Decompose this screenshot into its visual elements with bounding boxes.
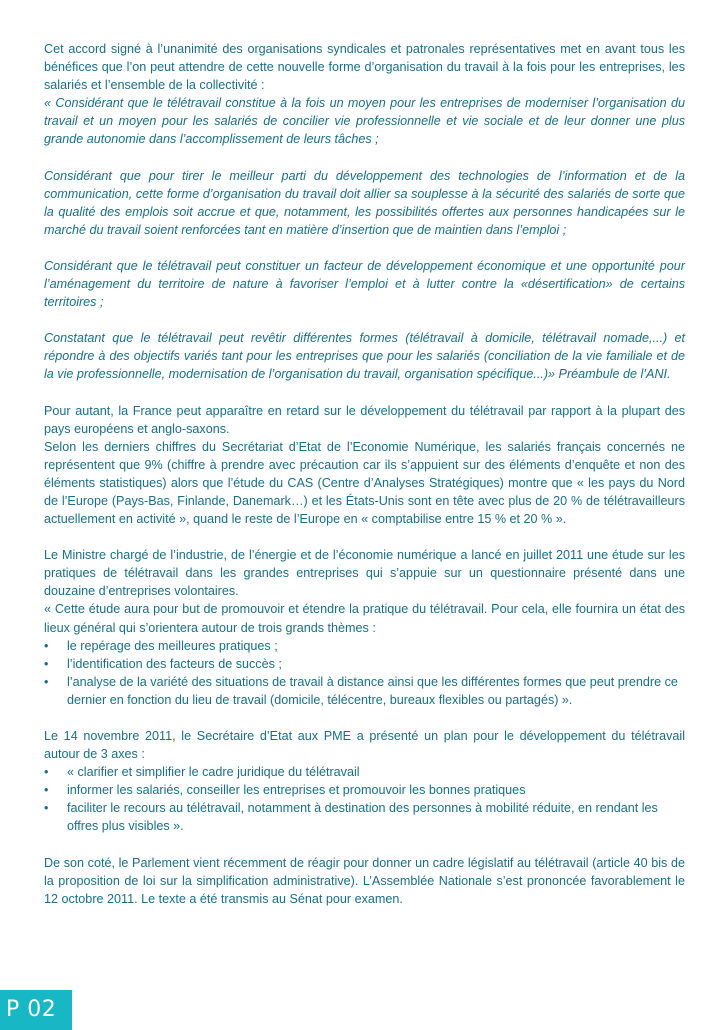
ministre-paragraph: Le Ministre chargé de l’industrie, de l’énergie et de l’économie numérique a lancé en juillet 2011 une étude sur les pratiques de télétravail dans les grandes entreprises qui s’appuie sur un questionnaire présenté dans une douzaine d’entreprises volontaires. <box>44 548 685 599</box>
bullet-icon: • <box>44 801 49 816</box>
list-item <box>44 673 685 709</box>
bullet-icon: • <box>44 783 49 798</box>
list-item-text: le repérage des meilleures pratiques ; <box>67 638 278 653</box>
pme-paragraph: Le 14 novembre 2011, le Secrétaire d’Etat aux PME a présenté un plan pour le développement du télétravail autour de 3 axes : <box>44 729 685 762</box>
list-item-text: l’analyse de la variété des situations de travail à distance ainsi que les différentes formes que peut prendre ce dernier en fonction du lieu de travail (domicile, télécentre, bureaux flexibles ou partagés) ». <box>67 674 678 707</box>
list-item-text: informer les salariés, conseiller les entreprises et promouvoir les bonnes pratiques <box>67 783 526 798</box>
retard-paragraph: Pour autant, la France peut apparaître en retard sur le développement du télétravail par rapport à la plupart des pays européens et anglo-saxons. <box>44 403 685 436</box>
spacer <box>44 384 685 402</box>
list-item-text: « clarifier et simplifier le cadre juridique du télétravail <box>67 765 360 780</box>
bullet-icon: • <box>44 765 49 780</box>
list-item-text: faciliter le recours au télétravail, notamment à destination des personnes à mobilité réduite, en rendant les offres plus visibles ». <box>67 801 658 834</box>
quote-paragraph-2 <box>44 167 685 239</box>
document-body <box>44 40 685 908</box>
bullet-icon: • <box>44 638 49 653</box>
axes-list <box>44 763 685 835</box>
spacer <box>44 709 685 727</box>
parlement-paragraph: De son coté, le Parlement vient récemment de réagir pour donner un cadre législatif au télétravail (article 40 bis de la proposition de loi sur la simplification administrative). L’Assemblée Nationale s’est prononcée favorablement le 12 octobre 2011. Le texte a été transmis au Sénat pour examen. <box>44 855 685 906</box>
spacer <box>44 311 685 329</box>
quote-paragraph-4 <box>44 329 685 383</box>
quote-text-2: Considérant que pour tirer le meilleur parti du développement des technologies de l’information et de la communication, cette forme d’organisation du travail doit allier sa souplesse à la sécurité des salariés de sorte que la qualité des emplois soit accrue et que, notamment, les possibilités offertes aux personnes handicapées sur le marché du travail soient renforcées tant en matière d’insertion que de maintien dans l’emploi ; <box>44 168 685 237</box>
themes-list <box>44 637 685 709</box>
page-number-tab: P 02 <box>0 990 72 1030</box>
list-item <box>44 637 685 655</box>
bullet-icon: • <box>44 656 49 671</box>
quote-text-3: Considérant que le télétravail peut constituer un facteur de développement économique et une opportunité pour l’aménagement du territoire de nature à favoriser l’emploi et à lutter contre la «désertification» de certains territoires ; <box>44 258 685 310</box>
quote-text-4: Constatant que le télétravail peut revêtir différentes formes (télétravail à domicile, télétravail nomade,...) et répondre à des objectifs variés tant pour les entreprises que pour les salariés (conciliation de la vie familiale et de la vie professionnelle, modernisation de l’organisation du travail, organisation spécifique...)» Préambule de l’ANI. <box>44 331 685 382</box>
list-item-text: l’identification des facteurs de succès ; <box>67 656 282 671</box>
quote-text-1: « Considérant que le télétravail constitue à la fois un moyen pour les entreprises de moderniser l’organisation du travail et un moyen pour les salariés de concilier vie professionnelle et vie sociale et de leur donner une plus grande autonomie dans l’accomplissement de leurs tâches ; <box>44 96 685 147</box>
list-item <box>44 763 685 781</box>
stats-paragraph: Selon les derniers chiffres du Secrétariat d’Etat de l’Economie Numérique, les salariés français concernés ne représentent que 9% (chiffre à prendre avec précaution car ils s’appuient sur des éléments d’enquête et non des éléments statistiques) alors que l’étude du CAS (Centre d’Analyses Stratégiques) montre que « les pays du Nord de l’Europe (Pays-Bas, Finlande, Danemark…) et les États-Unis sont en tête avec plus de 20 % de télétravailleurs actuellement en activité », quand le reste de l’Europe en « comptabilise entre 15 % et 20 % ». <box>44 439 685 527</box>
quote-paragraph-3 <box>44 257 685 311</box>
spacer <box>44 149 685 167</box>
quote-paragraph-1 <box>44 94 685 148</box>
spacer <box>44 239 685 257</box>
list-item <box>44 781 685 799</box>
bullet-icon: • <box>44 674 49 689</box>
spacer <box>44 528 685 546</box>
spacer <box>44 836 685 854</box>
etude-paragraph: « Cette étude aura pour but de promouvoir et étendre la pratique du télétravail. Pour cela, elle fournira un état des lieux général qui s’orientera autour de trois grands thèmes : <box>44 602 685 635</box>
intro-paragraph: Cet accord signé à l’unanimité des organisations syndicales et patronales représentatives met en avant tous les bénéfices que l’on peut attendre de cette nouvelle forme d’organisation du travail à la fois pour les entreprises, les salariés et l’ensemble de la collectivité : <box>44 42 685 93</box>
list-item <box>44 655 685 673</box>
list-item <box>44 799 685 835</box>
